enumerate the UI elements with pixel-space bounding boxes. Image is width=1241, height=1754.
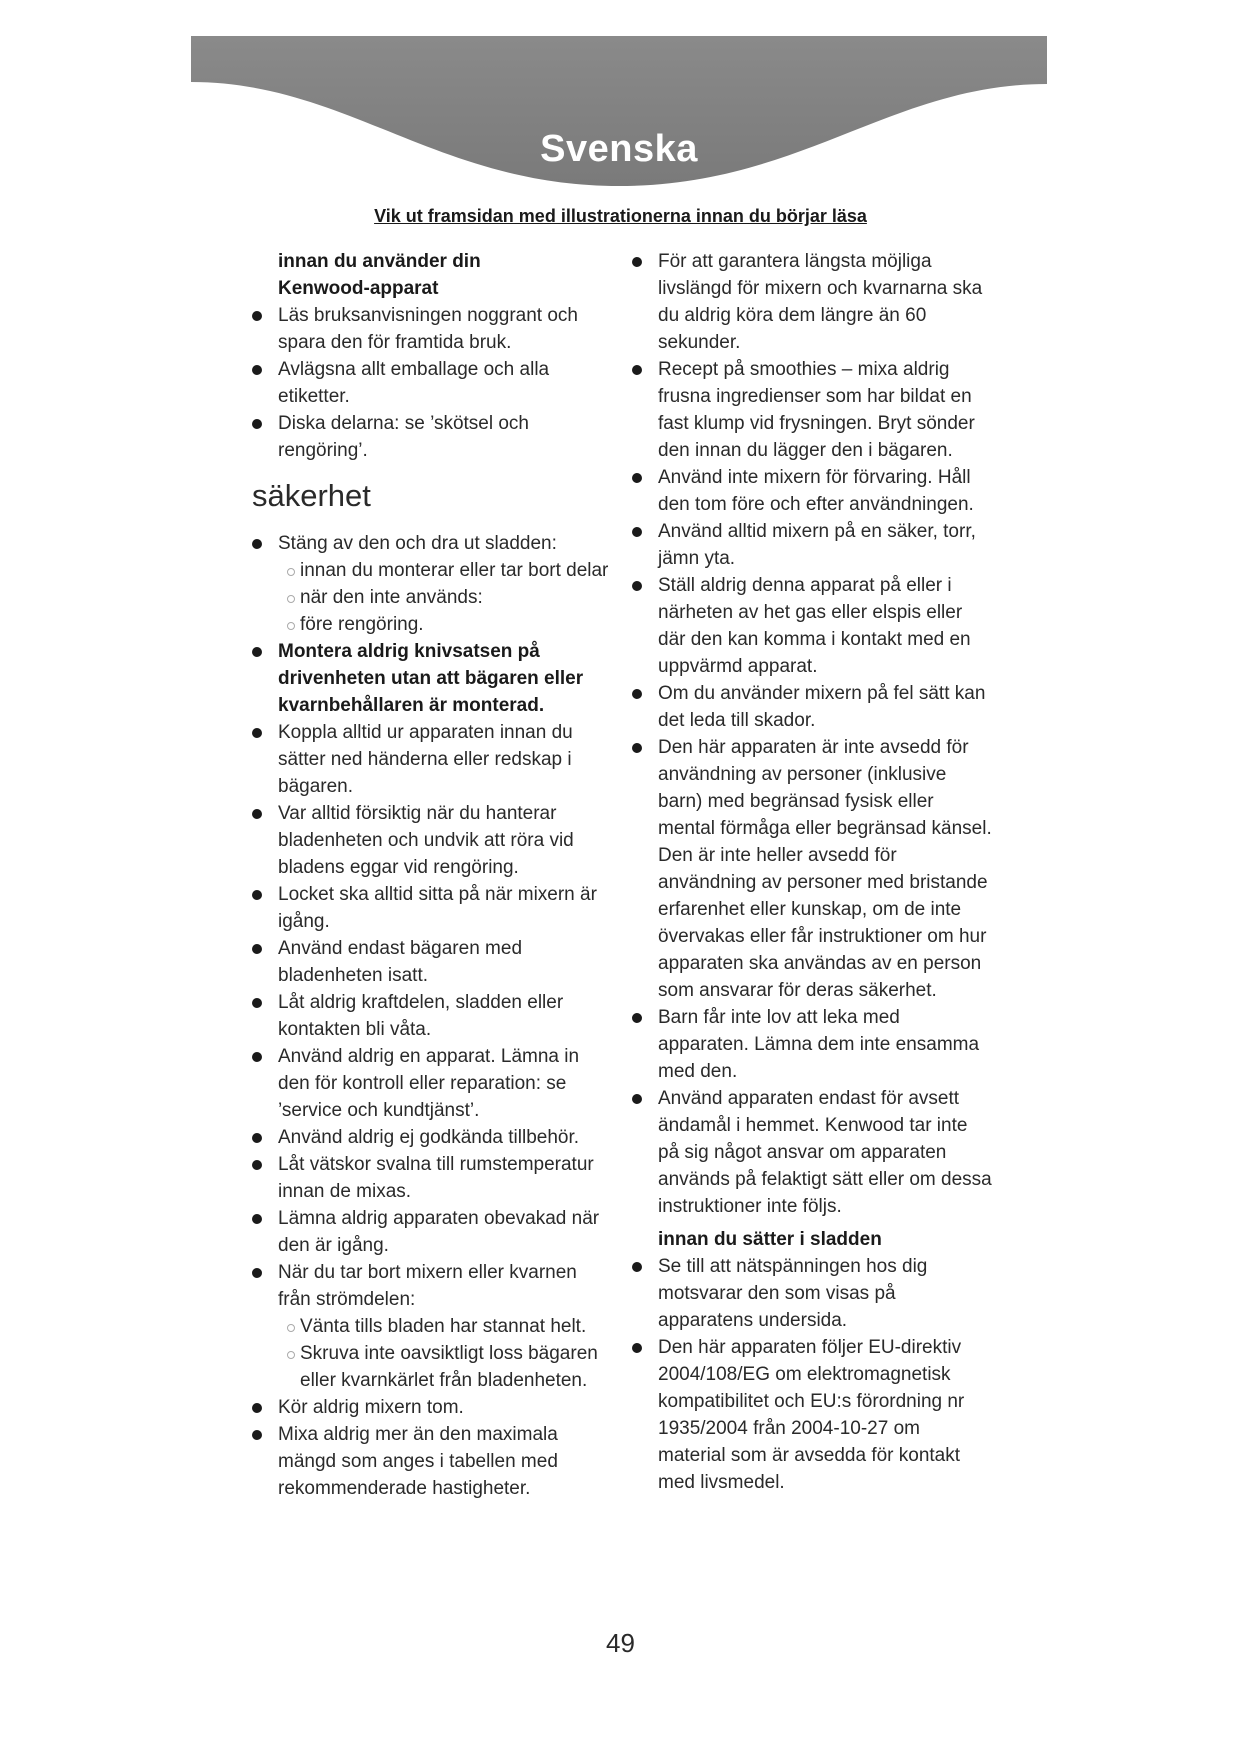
sub-list-item: Skruva inte oavsiktligt loss bägaren eller kvarnkärlet från bladenheten. [252,1340,612,1394]
list-item: För att garantera längsta möjliga livslängd för mixern och kvarnarna ska du aldrig köra dem längre än 60 sekunder. [632,248,992,356]
list-item: Mixa aldrig mer än den maximala mängd som anges i tabellen med rekommenderade hastigheter. [252,1421,612,1502]
plug-heading: innan du sätter i sladden [658,1229,882,1250]
intro-heading-line2: Kenwood-apparat [278,278,439,299]
list-item: Använd inte mixern för förvaring. Håll den tom före och efter användningen. [632,464,992,518]
list-item: Den här apparaten följer EU-direktiv 2004/108/EG om elektromagnetisk kompatibilitet och EU:s förordning nr 1935/2004 från 2004-10-27 om material som är avsedda för kontakt med livsmedel. [632,1334,992,1496]
right-column [632,248,992,1496]
list-item: Använd endast bägaren med bladenheten isatt. [252,935,612,989]
sub-list-item: före rengöring. [252,611,612,638]
header-title: Svenska [540,128,698,170]
list-item: Koppla alltid ur apparaten innan du sätter ned händerna eller redskap i bägaren. [252,719,612,800]
intro-heading-line1: innan du använder din [278,251,481,272]
sub-list-item: när den inte används: [252,584,612,611]
list-item: Barn får inte lov att leka med apparaten. Lämna dem inte ensamma med den. [632,1004,992,1085]
list-item: När du tar bort mixern eller kvarnen från strömdelen: [252,1259,612,1313]
page-number: 49 [606,1628,635,1658]
fold-out-instruction: Vik ut framsidan med illustrationerna innan du börjar läsa [374,206,867,226]
list-item: Låt vätskor svalna till rumstemperatur innan de mixas. [252,1151,612,1205]
intro-list [252,302,612,464]
sub-list-item: Vänta tills bladen har stannat helt. [252,1313,612,1340]
list-item: Avlägsna allt emballage och alla etiketter. [252,356,612,410]
sub-list-item: innan du monterar eller tar bort delar [252,557,612,584]
list-item: Var alltid försiktig när du hanterar bladenheten och undvik att röra vid bladens eggar vid rengöring. [252,800,612,881]
list-item: Om du använder mixern på fel sätt kan det leda till skador. [632,680,992,734]
left-column [252,248,612,1502]
list-item: Se till att nätspänningen hos dig motsvarar den som visas på apparatens undersida. [632,1253,992,1334]
list-item: Recept på smoothies – mixa aldrig frusna ingredienser som har bildat en fast klump vid frysningen. Bryt sönder den innan du lägger den i bägaren. [632,356,992,464]
list-item: Ställ aldrig denna apparat på eller i närheten av het gas eller elspis eller där den kan komma i kontakt med en uppvärmd apparat. [632,572,992,680]
safety-list-continued [632,248,992,1220]
section-title-safety: säkerhet [252,478,371,513]
plug-list [632,1253,992,1496]
list-item: Läs bruksanvisningen noggrant och spara den för framtida bruk. [252,302,612,356]
list-item: Använd alltid mixern på en säker, torr, jämn yta. [632,518,992,572]
list-item: Lämna aldrig apparaten obevakad när den är igång. [252,1205,612,1259]
list-item: Låt aldrig kraftdelen, sladden eller kontakten bli våta. [252,989,612,1043]
list-item: Diska delarna: se ’skötsel och rengöring’. [252,410,612,464]
header-banner [191,36,1047,192]
list-item: Använd aldrig ej godkända tillbehör. [252,1124,612,1151]
list-item: Den här apparaten är inte avsedd för användning av personer (inklusive barn) med begränsad fysisk eller mental förmåga eller begränsad känsel. Den är inte heller avsedd för användning av personer med bristande erfarenhet eller kunskap, om de inte övervakas eller får instruktioner om hur apparaten ska användas av en person som ansvarar för deras säkerhet. [632,734,992,1004]
safety-list [252,530,612,1502]
warning-item: Montera aldrig knivsatsen på drivenheten utan att bägaren eller kvarnbehållaren är monterad. [252,638,612,719]
list-item: Använd aldrig en apparat. Lämna in den för kontroll eller reparation: se ’service och kundtjänst’. [252,1043,612,1124]
list-item: Stäng av den och dra ut sladden: [252,530,612,557]
list-item: Använd apparaten endast för avsett ändamål i hemmet. Kenwood tar inte på sig något ansvar om apparaten används på felaktigt sätt eller om dessa instruktioner inte följs. [632,1085,992,1220]
list-item: Locket ska alltid sitta på när mixern är igång. [252,881,612,935]
list-item: Kör aldrig mixern tom. [252,1394,612,1421]
